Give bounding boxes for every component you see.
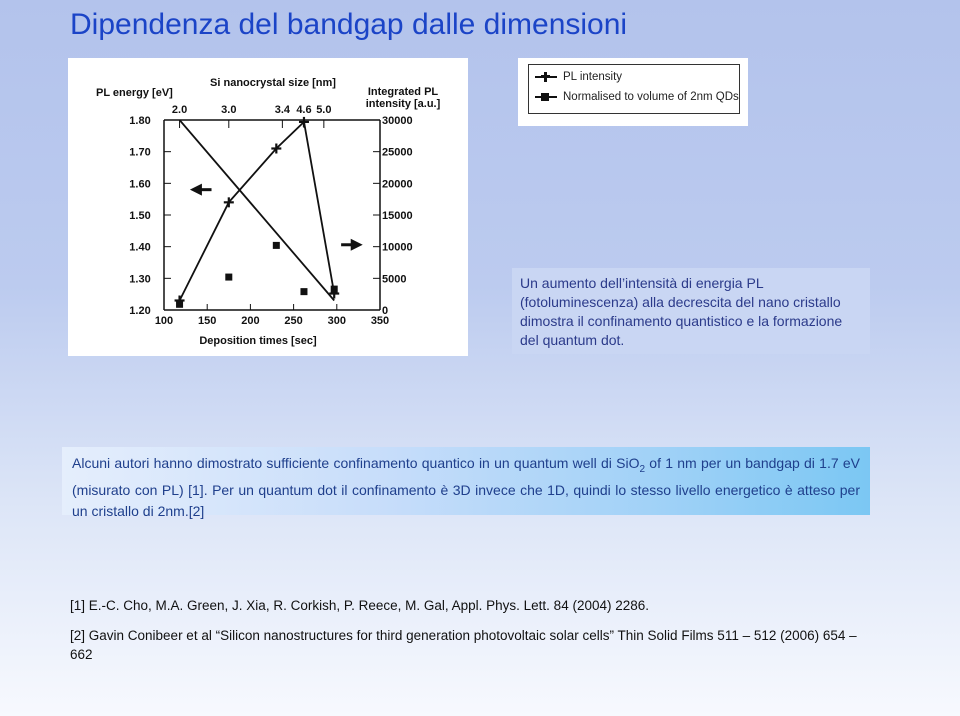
y-tick-label: 1.80 (129, 115, 151, 127)
top-tick-label: 5.0 (316, 104, 332, 116)
square-point (273, 242, 280, 249)
paragraph-box (62, 447, 870, 519)
y2-tick-label: 30000 (382, 115, 413, 127)
slide-title: Dipendenza del bandgap dalle dimensioni (70, 8, 628, 41)
y-tick-label: 1.20 (129, 305, 151, 317)
legend-frame (528, 64, 740, 114)
y2-tick-label: 0 (382, 305, 389, 317)
annotation-arrow-head (190, 184, 202, 196)
square-point (331, 286, 338, 293)
right-axis-label: Integrated PL (367, 86, 439, 98)
annotation-arrow-head (351, 239, 363, 251)
paragraph-text-pre: Alcuni autori hanno dimostrato sufficiente confinamento quantico in un quantum well di SiO (72, 455, 640, 471)
y-tick-label: 1.30 (129, 273, 151, 286)
legend-item-normalised (535, 91, 739, 103)
right-axis-label: intensity [a.u.] (365, 98, 441, 110)
legend-label: PL intensity (563, 71, 623, 83)
square-point (176, 301, 183, 308)
legend-label: Normalised to volume of 2nm QDs (563, 91, 739, 103)
note-box: Un aumento dell’intensità di energia PL (fotoluminescenza) alla decrescita del nano cristallo dimostra il confinamento quantistico e la formazione del quantum dot. (512, 268, 870, 354)
y-tick-label: 1.70 (129, 146, 151, 159)
y2-tick-label: 20000 (382, 178, 413, 191)
paragraph-text-post: of 1 nm per un bandgap di 1.7 eV (misurato con PL) [1]. Per un quantum dot il confinamento è 3D invece che 1D, quindi lo stesso livello energetico è atteso per un cristallo di 2nm.[2] (72, 455, 860, 519)
top-tick-label: 4.6 (296, 104, 312, 116)
top-tick-label: 3.0 (221, 104, 237, 116)
top-axis-label: Si nanocrystal size [nm] (210, 77, 336, 89)
pl-chart-svg (68, 58, 468, 356)
series-line-pl-energy (180, 120, 335, 301)
reference-2: [2] Gavin Conibeer et al “Silicon nanostructures for third generation photovoltaic solar cells” Thin Solid Films 511 – 512 (2006) 654 – 662 (70, 628, 857, 662)
y2-tick-label: 5000 (382, 273, 407, 286)
top-tick-label: 2.0 (171, 104, 188, 116)
y-tick-label: 1.60 (129, 178, 151, 191)
left-axis-label: PL energy [eV] (96, 87, 173, 99)
y-tick-label: 1.50 (129, 210, 151, 222)
x-tick-label: 250 (284, 315, 303, 327)
y-tick-label: 1.40 (129, 241, 151, 254)
plus-marker-icon (535, 72, 557, 82)
square-marker-icon (535, 92, 557, 102)
paragraph-subscript: 2 (639, 463, 646, 475)
square-point (225, 274, 232, 281)
top-tick-label: 3.4 (274, 104, 291, 116)
x-tick-label: 150 (198, 315, 217, 327)
x-tick-label: 350 (370, 315, 390, 327)
legend-item-pl-intensity (535, 71, 622, 83)
x-tick-label: 100 (154, 315, 174, 327)
y2-tick-label: 10000 (382, 241, 413, 254)
x-axis-label: Deposition times [sec] (199, 335, 317, 347)
square-point (300, 288, 307, 295)
y2-tick-label: 25000 (382, 146, 413, 159)
pl-chart (68, 58, 468, 356)
reference-1: [1] E.-C. Cho, M.A. Green, J. Xia, R. Corkish, P. Reece, M. Gal, Appl. Phys. Lett. 84 (2004) 2286. (70, 598, 650, 613)
x-tick-label: 200 (241, 315, 260, 327)
y2-tick-label: 15000 (382, 210, 413, 222)
x-tick-label: 300 (327, 315, 346, 327)
chart-legend (518, 58, 748, 126)
